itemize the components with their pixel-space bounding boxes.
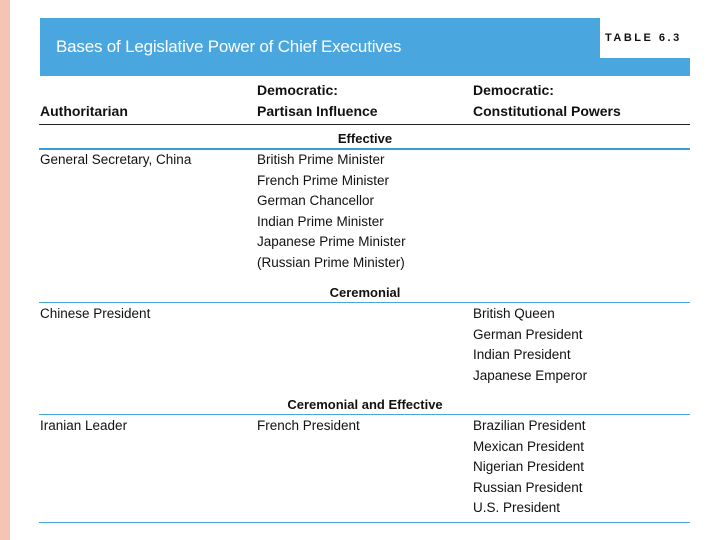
left-decorative-stripe bbox=[0, 0, 10, 540]
column-header-partisan-line1: Democratic: bbox=[257, 82, 338, 98]
list-item: French Prime Minister bbox=[257, 172, 390, 188]
section-effective-authoritarian bbox=[40, 150, 191, 171]
column-header-constitutional bbox=[473, 80, 621, 122]
section-title-ceremonial: Ceremonial bbox=[329, 285, 401, 300]
list-item: Russian President bbox=[473, 479, 583, 495]
list-item: Chinese President bbox=[40, 306, 151, 321]
list-item: British Prime Minister bbox=[257, 152, 385, 167]
section-cer-eff-authoritarian bbox=[40, 416, 127, 437]
list-item: French President bbox=[257, 418, 360, 433]
section-ceremonial-constitutional bbox=[473, 304, 587, 386]
list-item: General Secretary, China bbox=[40, 152, 192, 167]
section-rule-ceremonial-and-effective bbox=[39, 414, 690, 415]
list-item: Nigerian President bbox=[473, 459, 585, 475]
list-item: Indian Prime Minister bbox=[257, 213, 384, 229]
list-item: Mexican President bbox=[473, 438, 585, 454]
list-item: German Chancellor bbox=[257, 193, 375, 209]
list-item: British Queen bbox=[473, 306, 555, 321]
table-label: TABLE 6.3 bbox=[605, 32, 682, 44]
list-item: German President bbox=[473, 326, 583, 342]
section-effective-partisan bbox=[257, 150, 406, 274]
column-header-partisan bbox=[257, 80, 378, 122]
column-header-partisan-line2: Partisan Influence bbox=[257, 103, 378, 119]
list-item: Japanese Emperor bbox=[473, 367, 588, 383]
list-item: U.S. President bbox=[473, 500, 561, 516]
table-title: Bases of Legislative Power of Chief Executives bbox=[56, 37, 402, 56]
list-item: Indian President bbox=[473, 347, 571, 363]
section-title-ceremonial-and-effective: Ceremonial and Effective bbox=[287, 397, 443, 412]
list-item: Brazilian President bbox=[473, 418, 586, 433]
section-cer-eff-partisan bbox=[257, 416, 360, 437]
section-title-effective: Effective bbox=[337, 131, 393, 146]
section-ceremonial-authoritarian bbox=[40, 304, 150, 325]
column-header-authoritarian: Authoritarian bbox=[40, 103, 128, 119]
section-cer-eff-constitutional bbox=[473, 416, 586, 519]
column-header-constitutional-line2: Constitutional Powers bbox=[473, 103, 621, 119]
list-item: Iranian Leader bbox=[40, 418, 128, 433]
section-rule-ceremonial bbox=[39, 302, 690, 303]
column-header-constitutional-line1: Democratic: bbox=[473, 82, 554, 98]
list-item: (Russian Prime Minister) bbox=[257, 254, 405, 270]
header-rule bbox=[39, 124, 690, 125]
list-item: Japanese Prime Minister bbox=[257, 234, 406, 250]
table-bottom-rule bbox=[39, 522, 690, 523]
